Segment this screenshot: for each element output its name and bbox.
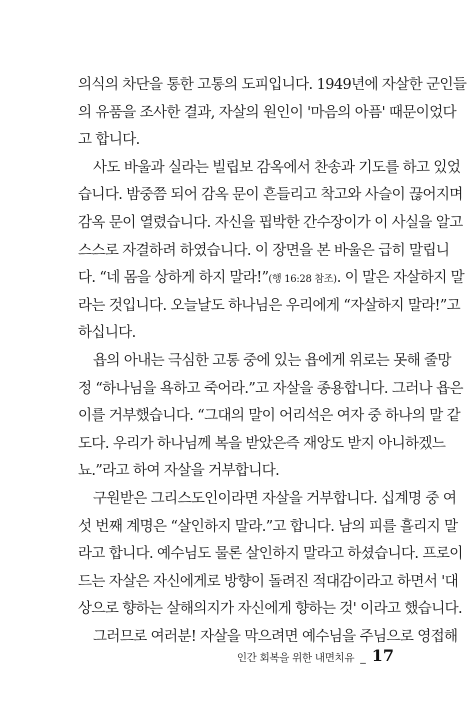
footer-separator: _	[360, 651, 366, 664]
text-line: 스스로 자결하려 하였습니다. 이 장면을 본 바울은 급히 말립니	[78, 242, 450, 259]
page-number: 17	[371, 646, 394, 665]
text-segment: . 이 말은 자살하지 말	[336, 270, 465, 287]
text-line: 욥의 아내는 극심한 고통 중에 있는 욥에게 위로는 못해 줄망	[93, 352, 451, 369]
text-line: 정 “하나님을 욕하고 죽어라.”고 자살을 종용합니다. 그러나 욥은	[78, 380, 463, 397]
text-line: 라고 합니다. 예수님도 물론 살인하지 말라고 하셨습니다. 프로이	[78, 546, 463, 563]
text-line: 상으로 향하는 살해의지가 자신에게 향하는 것' 이라고 했습니다.	[78, 601, 463, 618]
text-line-with-reference	[78, 265, 465, 293]
scripture-reference: (행 16:28 참조)	[268, 274, 337, 286]
text-line: 습니다. 밤중쯤 되어 감옥 문이 흔들리고 착고와 사슬이 끊어지며	[78, 187, 463, 204]
text-line: 뇨.”라고 하여 자살을 거부합니다.	[78, 463, 280, 480]
text-line: 라는 것입니다. 오늘날도 하나님은 우리에게 “자살하지 말라!”고	[78, 297, 461, 314]
text-line: 감옥 문이 열렸습니다. 자신을 핍박한 간수장이가 이 사실을 알고	[78, 214, 463, 231]
text-line: 도다. 우리가 하나님께 복을 받았은즉 재앙도 받지 아니하겠느	[78, 435, 446, 452]
text-line: 사도 바울과 실라는 빌립보 감옥에서 찬송과 기도를 하고 있었	[93, 159, 461, 176]
text-line: 섯 번째 계명은 “살인하지 말라.”고 합니다. 남의 피를 흘리지 말	[78, 518, 458, 535]
text-line: 의식의 차단을 통한 고통의 도피입니다. 1949년에 자살한 군인들	[78, 77, 467, 93]
text-line: 하십니다.	[78, 325, 136, 342]
text-line: 고 합니다.	[78, 132, 140, 149]
body-text	[78, 72, 467, 651]
text-segment: 다. “네 몸을 상하게 하지 말라!”	[78, 270, 269, 287]
text-line: 의 유품을 조사한 결과, 자살의 원인이 '마음의 아픔' 때문이었다	[78, 104, 457, 121]
book-title: 인간 회복을 위한 내면치유	[236, 652, 355, 664]
text-line: 이를 거부했습니다. “그대의 말이 어리석은 여자 중 하나의 말 같	[78, 408, 461, 425]
running-footer	[237, 646, 394, 666]
text-line: 그러므로 여러분! 자살을 막으려면 예수님을 주님으로 영접해	[93, 628, 458, 645]
text-line: 드는 자살은 자신에게로 방향이 돌려진 적대감이라고 하면서 '대	[78, 573, 459, 590]
text-line: 구원받은 그리스도인이라면 자살을 거부합니다. 십계명 중 여	[93, 490, 457, 507]
